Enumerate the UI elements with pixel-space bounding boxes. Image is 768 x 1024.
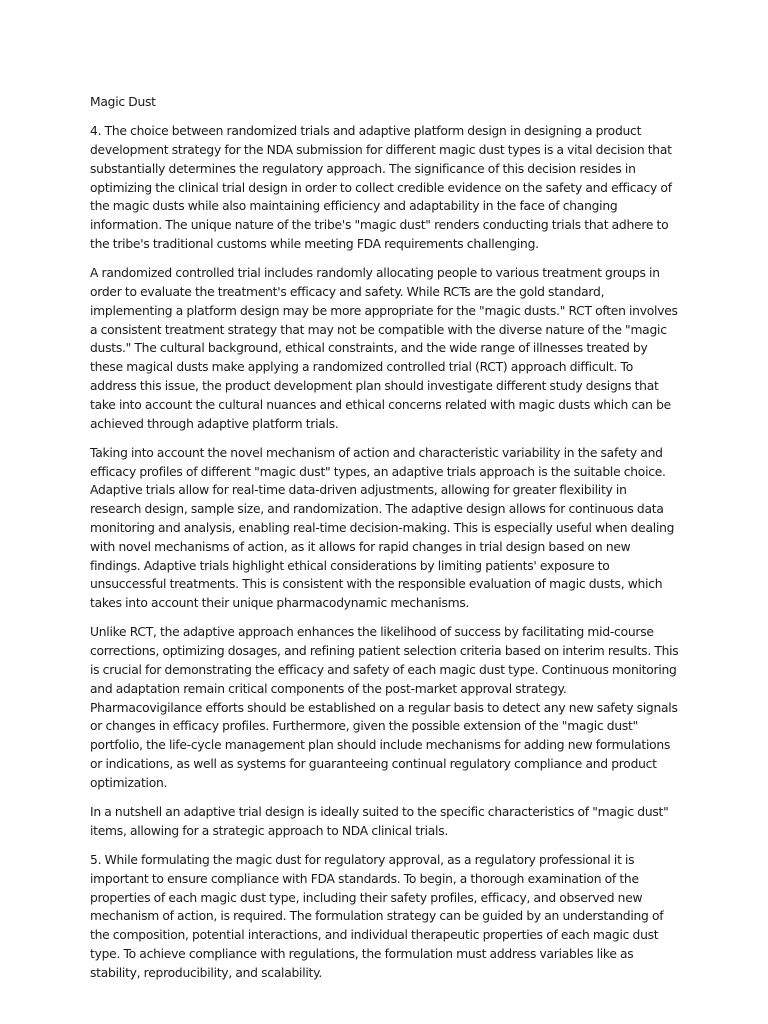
paragraph-question-5: 5. While formulating the magic dust for regulatory approval, as a regulatory professional it is important to ensure compliance with FDA standards. To begin, a thorough examination of the properties of each magic dust type, including their safety profiles, efficacy, and observed new mechanism of action, is required. The formulation strategy can be guided by an understanding of the composition, potential interactions, and individual therapeutic properties of each magic dust type. To achieve compliance with regulations, the formulation must address variables like as stability, reproducibility, and scalability. [90,852,664,980]
paragraph-adaptive-benefits: Unlike RCT, the adaptive approach enhances the likelihood of success by facilitating mid-course corrections, optimizing dosages, and refining patient selection criteria based on interim results. This is crucial for demonstrating the efficacy and safety of each magic dust type. Continuous monitoring and adaptation remain critical components of the post-market approval strategy. Pharmacovigilance efforts should be established on a regular basis to detect any new safety signals or changes in efficacy profiles. Furthermore, given the possible extension of the "magic dust" portfolio, the life-cycle management plan should include mechanisms for adding new formulations or indications, as well as systems for guaranteeing continual regulatory compliance and product optimization. [90,625,679,790]
paragraph-summary: In a nutshell an adaptive trial design is ideally suited to the specific characteristics of "magic dust" items, allowing for a strategic approach to NDA clinical trials. [90,804,669,838]
paragraph-question-4: 4. The choice between randomized trials and adaptive platform design in designing a product development strategy for the NDA submission for different magic dust types is a vital decision that substantially determines the regulatory approach. The significance of this decision resides in optimizing the clinical trial design in order to collect credible evidence on the safety and efficacy of the magic dusts while also maintaining efficiency and adaptability in the face of changing information. The unique nature of the tribe's "magic dust" renders conducting trials that adhere to the tribe's traditional customs while meeting FDA requirements challenging. [90,124,672,252]
document-title: Magic Dust [90,95,156,109]
paragraph-adaptive-trials: Taking into account the novel mechanism of action and characteristic variability in the safety and efficacy profiles of different "magic dust" types, an adaptive trials approach is the suitable choice. Adaptive trials allow for real-time data-driven adjustments, allowing for greater flexibility in research design, sample size, and randomization. The adaptive design allows for continuous data monitoring and analysis, enabling real-time decision-making. This is especially useful when dealing with novel mechanisms of action, as it allows for rapid changes in trial design based on new findings. Adaptive trials highlight ethical considerations by limiting patients' exposure to unsuccessful treatments. This is consistent with the responsible evaluation of magic dusts, which takes into account their unique pharmacodynamic mechanisms. [90,445,675,611]
paragraph-rct: A randomized controlled trial includes randomly allocating people to various treatment groups in order to evaluate the treatment's efficacy and safety. While RCTs are the gold standard, implementing a platform design may be more appropriate for the "magic dusts." RCT often involves a consistent treatment strategy that may not be compatible with the diverse nature of the "magic dusts." The cultural background, ethical constraints, and the wide range of illnesses treated by these magical dusts make applying a randomized controlled trial (RCT) approach difficult. To address this issue, the product development plan should investigate different study designs that take into account the cultural nuances and ethical concerns related with magic dusts which can be achieved through adaptive platform trials. [90,266,678,431]
document-body [90,93,680,993]
